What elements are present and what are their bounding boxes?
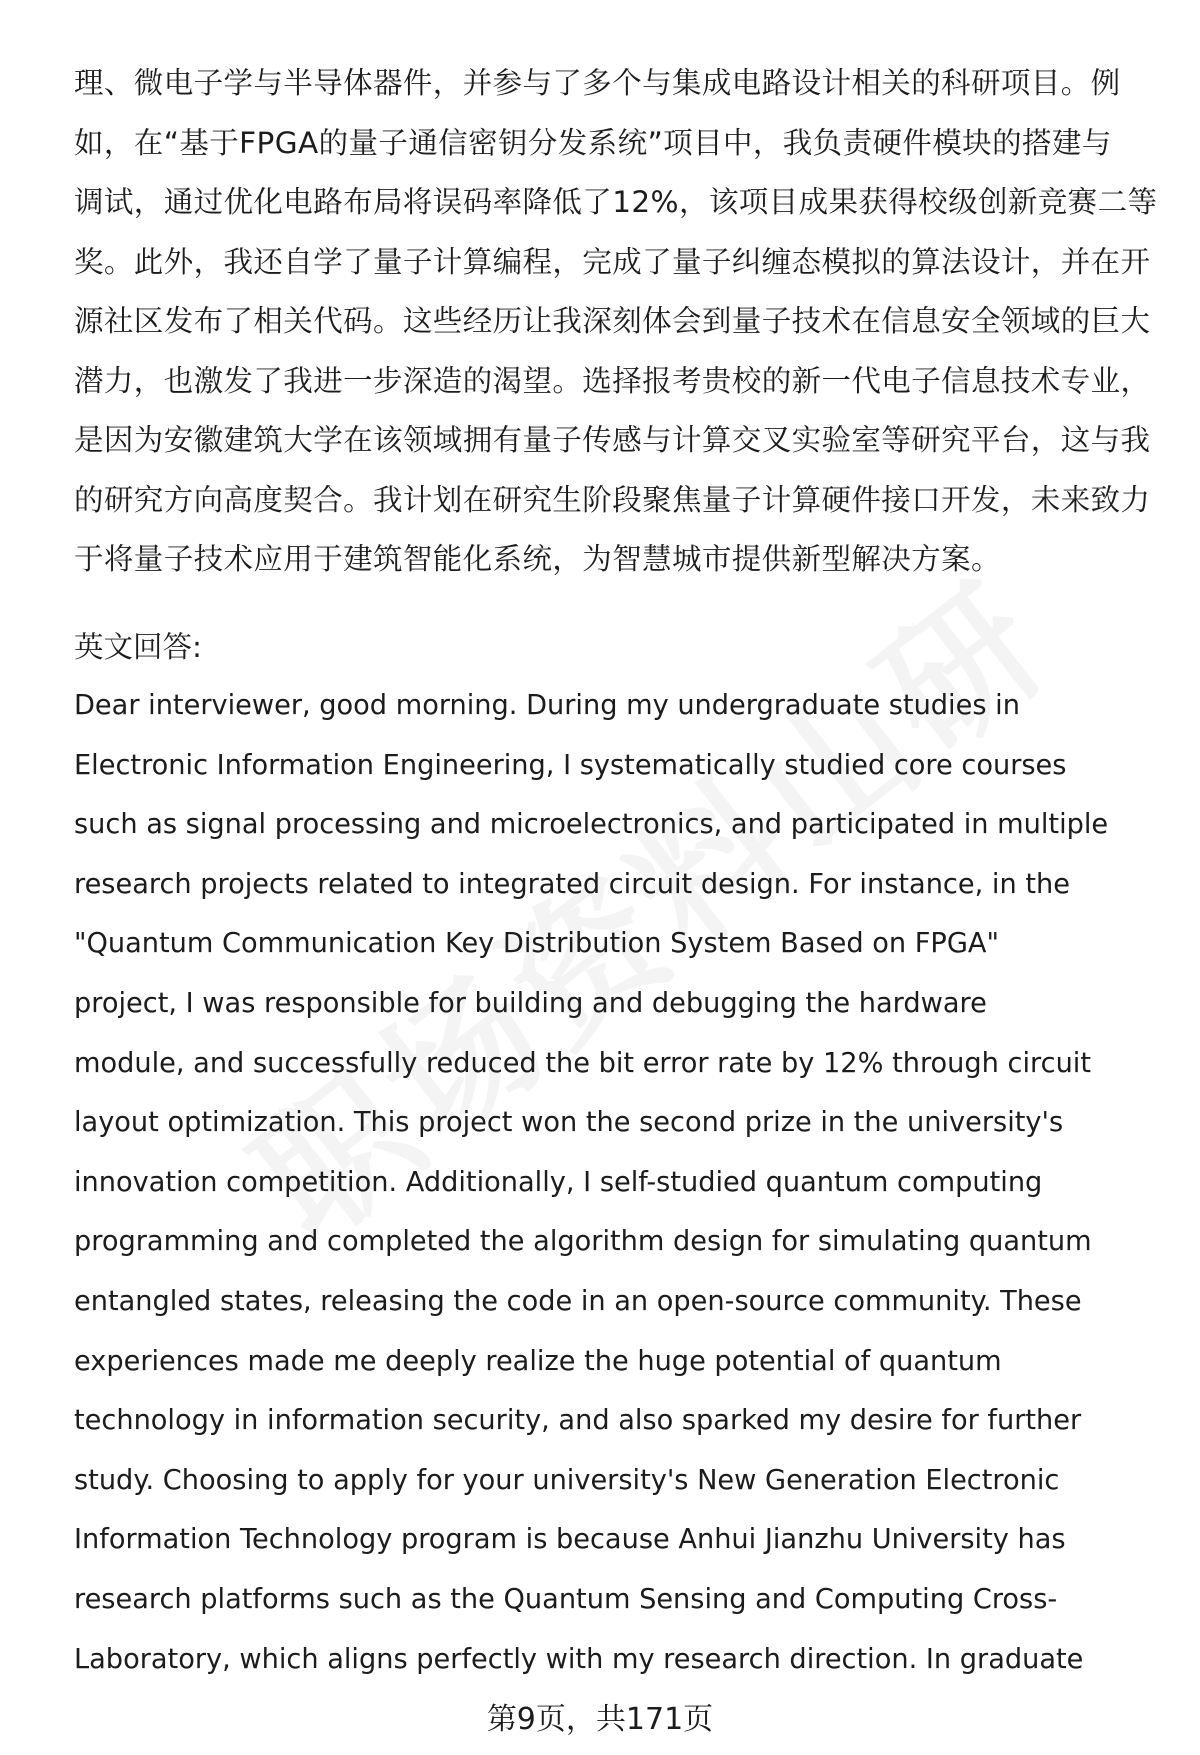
english-text-line: Dear interviewer, good morning. During my undergraduate studies in <box>74 690 1020 721</box>
english-text-line: module, and successfully reduced the bit error rate by 12% through circuit <box>74 1047 1092 1079</box>
english-answer-paragraph <box>74 676 1154 1689</box>
chinese-text-line: 理、微电子学与半导体器件，并参与了多个与集成电路设计相关的科研项目。例 <box>74 66 1121 100</box>
english-text-line: layout optimization. This project won the second prize in the university's <box>74 1107 1064 1139</box>
chinese-text-line: 的研究方向高度契合。我计划在研究生阶段聚焦量子计算硬件接口开发，未来致力 <box>74 482 1151 517</box>
english-text-line: research projects related to integrated circuit design. For instance, in the <box>74 868 1070 900</box>
chinese-text-line: 如，在“基于FPGA的量子通信密钥分发系统”项目中，我负责硬件模块的搭建与 <box>74 125 1112 160</box>
chinese-text-line: 调试，通过优化电路布局将误码率降低了12%，该项目成果获得校级创新竞赛二等 <box>74 185 1158 219</box>
page-number-footer: 第9页，共171页 <box>486 1702 714 1737</box>
english-text-line: experiences made me deeply realize the huge potential of quantum <box>74 1345 1002 1377</box>
chinese-text-line: 奖。此外，我还自学了量子计算编程，完成了量子纠缠态模拟的算法设计，并在开 <box>74 244 1151 279</box>
english-text-line: Electronic Information Engineering, I systematically studied core courses <box>74 749 1067 781</box>
english-text-line: innovation competition. Additionally, I self-studied quantum computing <box>74 1166 1043 1198</box>
english-text-line: entangled states, releasing the code in an open-source community. These <box>74 1285 1082 1317</box>
chinese-answer-paragraph <box>74 54 1158 590</box>
english-text-line: project, I was responsible for building and debugging the hardware <box>74 987 987 1019</box>
chinese-text-line: 是因为安徽建筑大学在该领域拥有量子传感与计算交叉实验室等研究平台，这与我 <box>74 423 1151 457</box>
chinese-text-line: 于将量子技术应用于建筑智能化系统，为智慧城市提供新型解决方案。 <box>74 542 1001 576</box>
english-text-line: Information Technology program is because Anhui Jianzhu University has <box>74 1524 1066 1556</box>
english-text-line: Laboratory, which aligns perfectly with my research direction. In graduate <box>74 1643 1084 1675</box>
english-text-line: study. Choosing to apply for your university's New Generation Electronic <box>74 1464 1060 1496</box>
english-text-line: research platforms such as the Quantum Sensing and Computing Cross- <box>74 1583 1058 1615</box>
english-answer-heading: 英文回答: <box>74 630 202 664</box>
chinese-text-line: 潜力，也激发了我进一步深造的渴望。选择报考贵校的新一代电子信息技术专业， <box>74 363 1151 398</box>
english-text-line: such as signal processing and microelectronics, and participated in multiple <box>74 809 1109 841</box>
english-text-line: programming and completed the algorithm design for simulating quantum <box>74 1226 1092 1258</box>
english-text-line: technology in information security, and also sparked my desire for further <box>74 1405 1082 1437</box>
chinese-text-line: 源社区发布了相关代码。这些经历让我深刻体会到量子技术在信息安全领域的巨大 <box>74 304 1151 338</box>
english-text-line: "Quantum Communication Key Distribution System Based on FPGA" <box>74 928 999 960</box>
